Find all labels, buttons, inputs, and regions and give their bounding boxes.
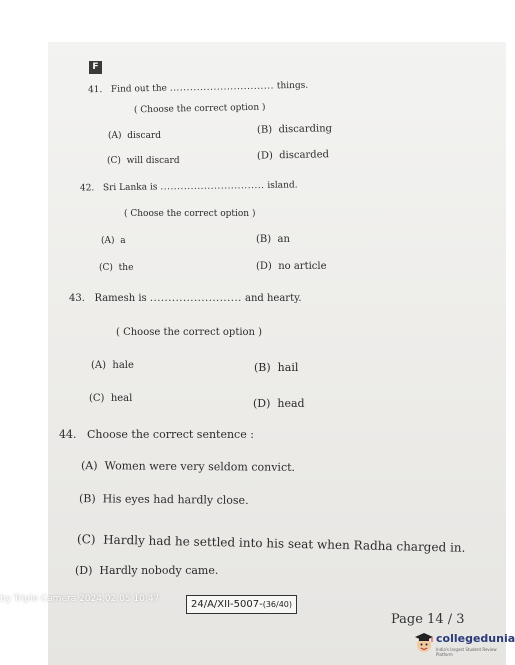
option-42-c: (C) the bbox=[99, 263, 134, 273]
collegedunia-logo-text: collegedunia bbox=[436, 632, 515, 645]
question-42 bbox=[80, 180, 298, 193]
option-44-d: (D) Hardly nobody came. bbox=[75, 564, 219, 577]
paper-code: 24/A/XII-5007- bbox=[191, 599, 263, 610]
instruction: ( Choose the correct option ) bbox=[133, 102, 266, 116]
question-prompt: Ramesh is bbox=[94, 293, 147, 304]
question-prompt: Choose the correct sentence : bbox=[87, 428, 254, 441]
question-43 bbox=[69, 293, 302, 304]
option-44-c: (C) Hardly had he settled into his seat when Radha charged in. bbox=[76, 532, 466, 555]
option-42-d: (D) no article bbox=[256, 261, 327, 272]
graduation-cap-icon bbox=[414, 631, 434, 655]
page-number: Page 14 / 3 bbox=[391, 612, 465, 627]
question-prompt: Find out the bbox=[110, 83, 168, 95]
option-41-b: (B) discarding bbox=[256, 123, 333, 136]
option-41-c: (C) will discard bbox=[107, 156, 180, 166]
option-41-a: (A) discard bbox=[108, 131, 161, 141]
option-44-a: (A) Women were very seldom convict. bbox=[80, 459, 296, 474]
option-44-b: (B) His eyes had hardly close. bbox=[78, 492, 249, 507]
option-43-a: (A) hale bbox=[91, 360, 134, 371]
answer-blank: ............................... bbox=[169, 81, 275, 94]
camera-stamp: by Triple Camera 2024.02.05 10:47 bbox=[0, 594, 160, 604]
paper-code-suffix: (36/40) bbox=[262, 600, 293, 609]
paper-code-box bbox=[186, 595, 297, 614]
question-prompt-end: island. bbox=[267, 180, 298, 191]
question-number: 41. bbox=[87, 85, 103, 96]
question-number: 44. bbox=[59, 428, 77, 441]
question-41 bbox=[88, 81, 308, 96]
question-prompt: Sri Lanka is bbox=[102, 182, 158, 194]
question-prompt-end: things. bbox=[276, 80, 309, 92]
option-42-a: (A) a bbox=[101, 236, 126, 246]
option-43-d: (D) head bbox=[253, 397, 305, 410]
section-badge: F bbox=[89, 61, 102, 74]
question-prompt-end: and hearty. bbox=[245, 293, 302, 304]
option-41-d: (D) discarded bbox=[256, 149, 330, 162]
collegedunia-tagline: India's largest Student Review Platform bbox=[436, 647, 497, 657]
exam-page bbox=[48, 42, 506, 665]
option-43-c: (C) heal bbox=[89, 393, 133, 404]
answer-blank: ......................... bbox=[149, 293, 242, 304]
option-42-b: (B) an bbox=[256, 234, 290, 245]
question-44 bbox=[59, 428, 254, 441]
question-number: 43. bbox=[69, 293, 85, 304]
option-43-b: (B) hail bbox=[254, 361, 299, 374]
answer-blank: ............................... bbox=[160, 180, 265, 193]
question-number: 42. bbox=[79, 183, 95, 194]
instruction: ( Choose the correct option ) bbox=[124, 209, 256, 219]
instruction: ( Choose the correct option ) bbox=[116, 327, 263, 338]
collegedunia-watermark bbox=[414, 628, 515, 660]
